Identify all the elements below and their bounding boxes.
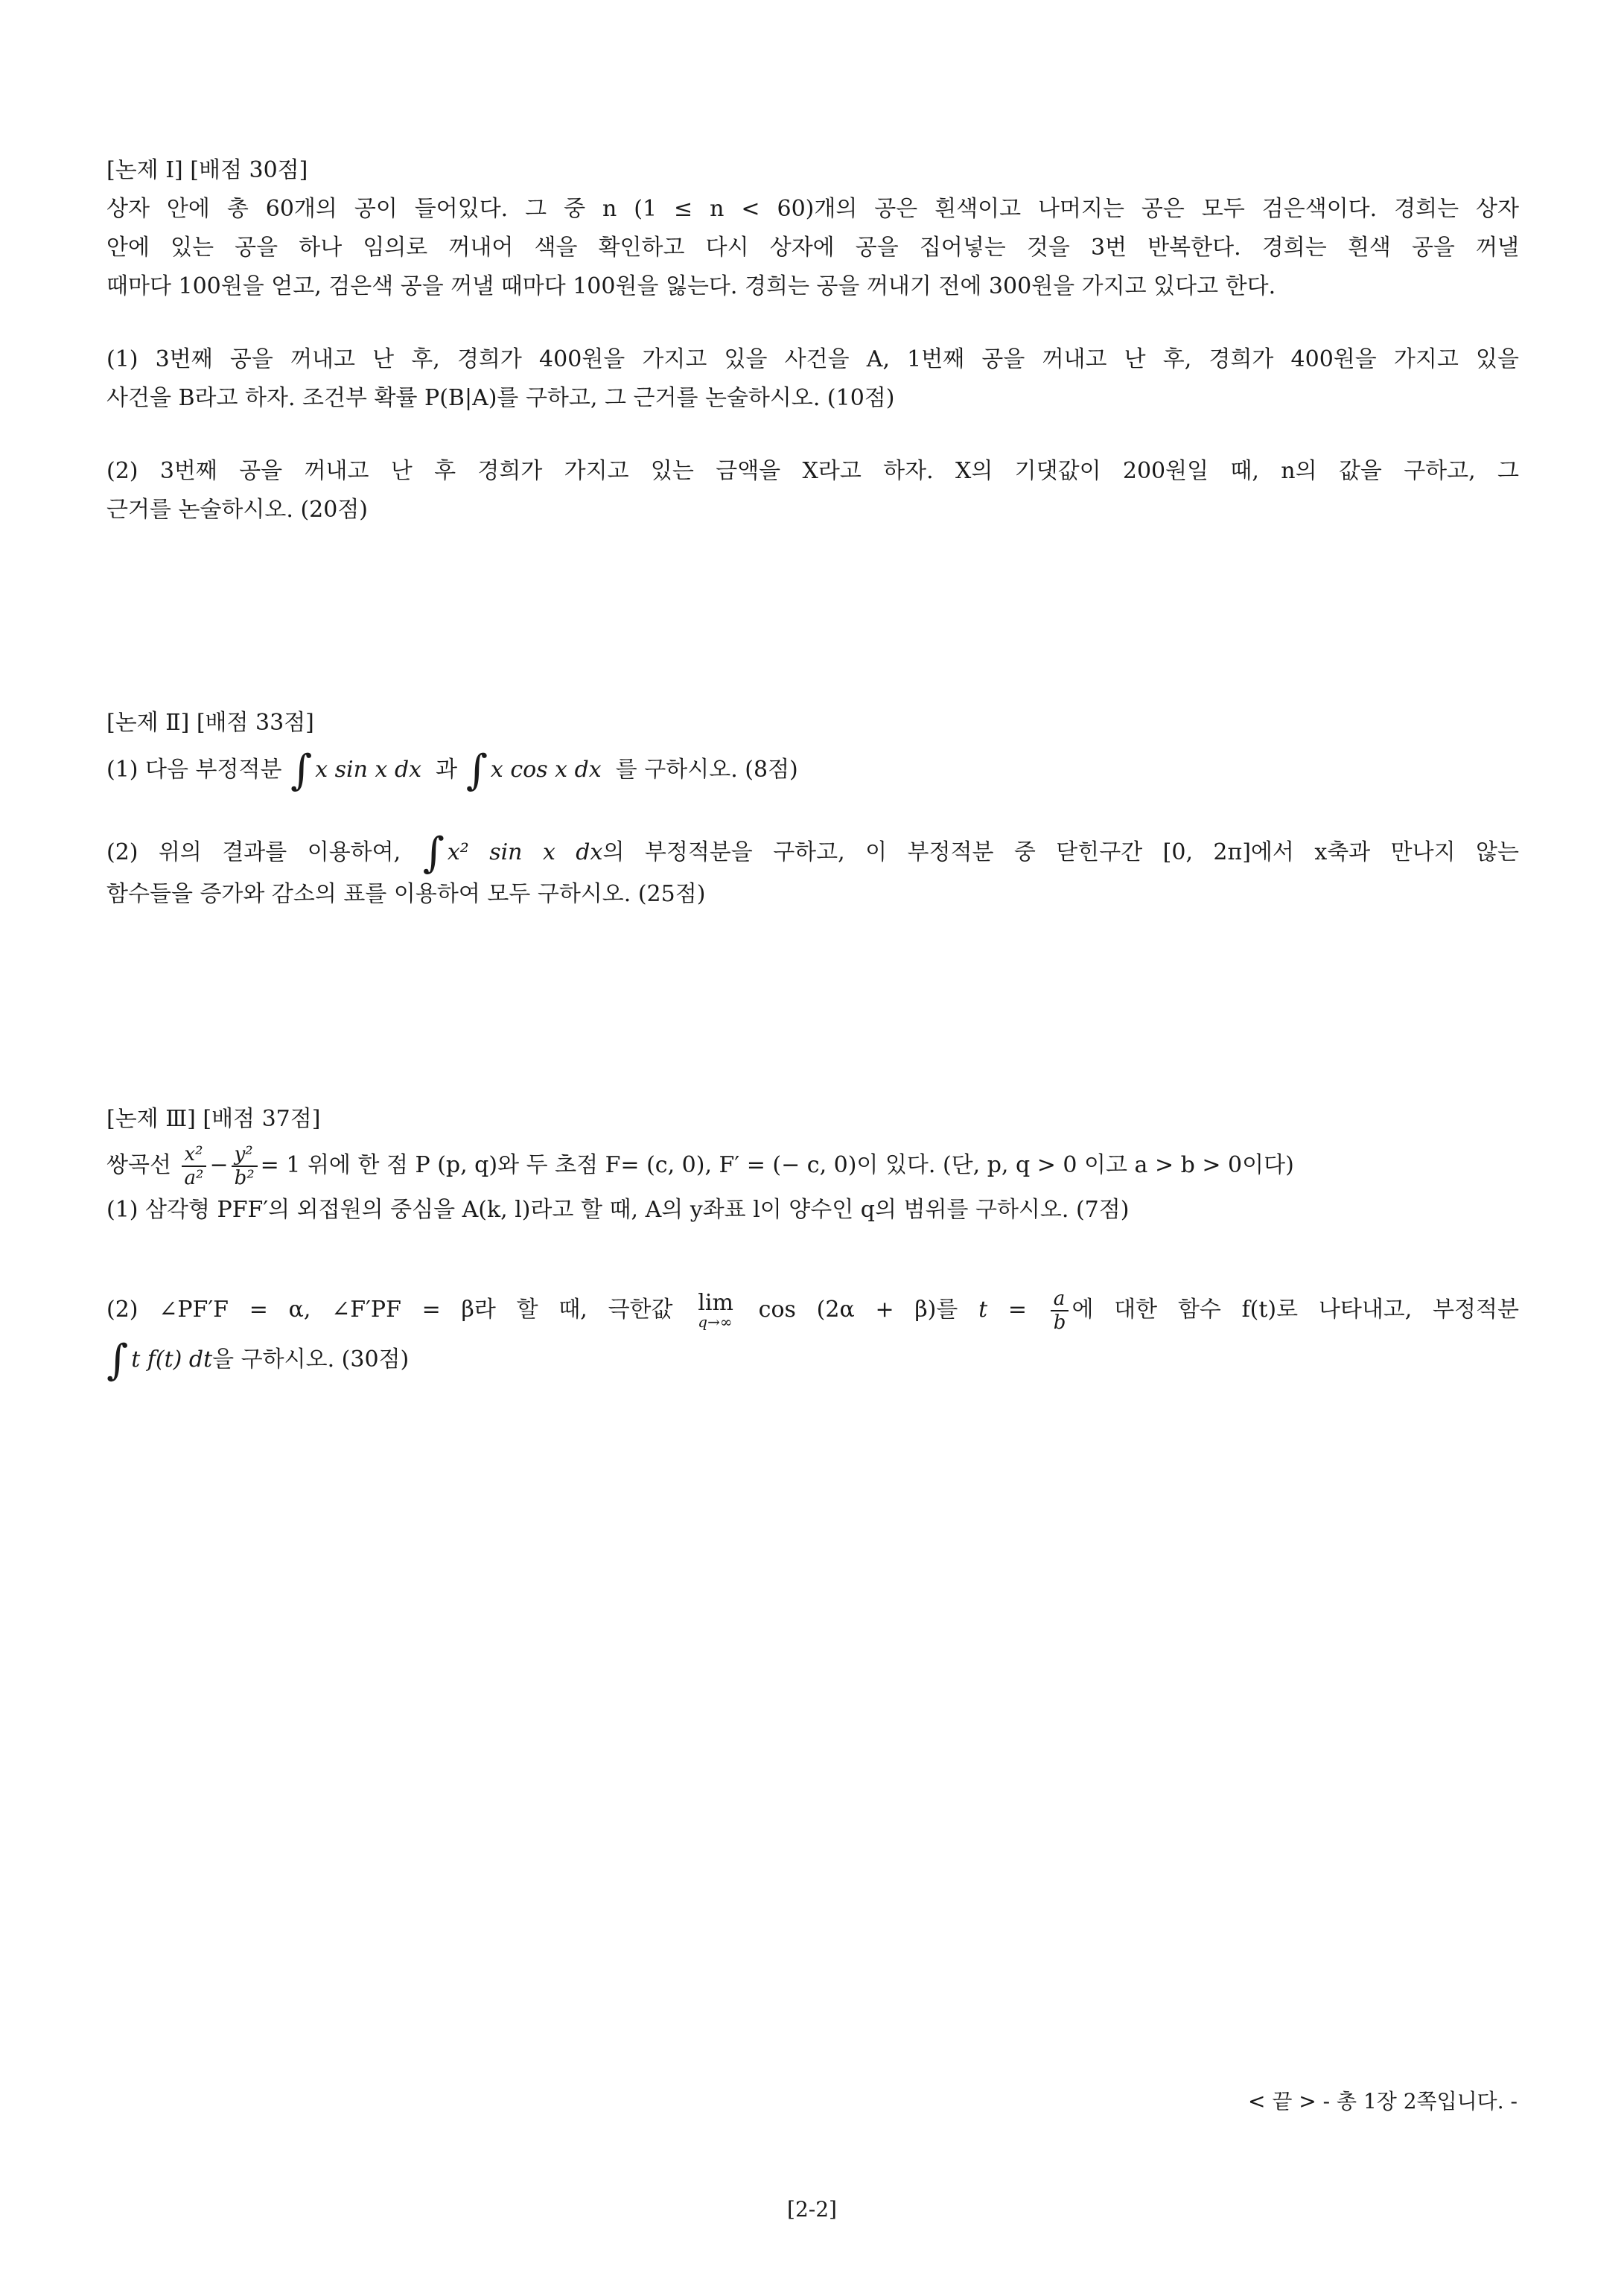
- limit-label: lim: [698, 1290, 733, 1316]
- problem-1: [106, 155, 1519, 526]
- problem-3-question-2-line2: [106, 1338, 1519, 1382]
- minus-sign: −: [209, 1152, 229, 1178]
- problem-1-intro-line: 상자 안에 총 60개의 공이 들어있다. 그 중 n (1 ≤ n < 60)개의 공은 흰색이고 나머지는 공은 모두 검은색이다. 경희는 상자: [106, 196, 1519, 222]
- fraction-a-over-b: [1051, 1288, 1069, 1334]
- problem-3-question-2: [106, 1284, 1519, 1336]
- problem-2-question-2-line2: 함수들을 증가와 감소의 표를 이용하여 모두 구하시오. (25점): [106, 881, 706, 907]
- q1-prefix: (1) 다음 부정적분: [106, 757, 282, 783]
- q2-part2: cos (2α + β)를: [758, 1297, 958, 1323]
- integral-sign: ∫: [422, 832, 445, 874]
- problem-2-question-2: [106, 832, 1519, 874]
- fraction-denominator: b: [1053, 1311, 1066, 1334]
- q1-mid: 과: [436, 757, 458, 783]
- problem-1-question-2: 근거를 논술하시오. (20점): [106, 497, 369, 523]
- problem-2: [106, 707, 1519, 910]
- problem-3-heading: [논제 Ⅲ] [배점 37점]: [106, 1106, 321, 1132]
- q2-line2-rest: 을 구하시오. (30점): [212, 1346, 410, 1373]
- fraction-x: [182, 1143, 207, 1189]
- q2-rest: 의 부정적분을 구하고, 이 부정적분 중 닫힌구간 [0, 2π]에서 x축과 만나지 않는: [602, 839, 1519, 865]
- integrand-1: x sin x dx: [315, 757, 422, 783]
- q2-part1: (2) ∠PF′F = α, ∠F′PF = β라 할 때, 극한값: [106, 1297, 673, 1323]
- problem-2-question-1: [106, 749, 1519, 792]
- problem-1-question-1: 사건을 B라고 하자. 조건부 확률 P(B|A)를 구하고, 그 근거를 논술하시오. (10점): [106, 385, 895, 411]
- fraction-denominator: a²: [184, 1167, 204, 1189]
- problem-3-hyperbola: [106, 1139, 1519, 1192]
- integral-sign: ∫: [465, 749, 488, 792]
- problem-1-heading: [논제 Ⅰ] [배점 30점]: [106, 157, 308, 183]
- end-note: < 끝 > - 총 1장 2쪽입니다. -: [1247, 2089, 1518, 2114]
- integrand-2: x cos x dx: [490, 757, 602, 783]
- fraction-denominator: b²: [234, 1167, 255, 1189]
- problem-1-intro-line: 안에 있는 공을 하나 임의로 꺼내어 색을 확인하고 다시 상자에 공을 집어넣는 것을 3번 반복한다. 경희는 흰색 공을 꺼낼: [106, 235, 1519, 261]
- fraction-y: [232, 1143, 258, 1189]
- fraction-numerator: x²: [182, 1143, 207, 1167]
- limit-operator: [698, 1292, 733, 1329]
- problem-2-heading: [논제 Ⅱ] [배점 33점]: [106, 710, 314, 736]
- fraction-numerator: y²: [232, 1143, 258, 1167]
- problem-1-question-2: (2) 3번째 공을 꺼내고 난 후 경희가 가지고 있는 금액을 X라고 하자. X의 기댓값이 200원일 때, n의 값을 구하고, 그: [106, 458, 1519, 484]
- integrand-3: x² sin x dx: [447, 839, 603, 865]
- integrand-tf: t f(t) dt: [131, 1346, 213, 1373]
- limit-subscript: q→∞: [698, 1313, 733, 1331]
- problem-1-question-1: (1) 3번째 공을 꺼내고 난 후, 경희가 400원을 가지고 있을 사건을 A, 1번째 공을 꺼내고 난 후, 경희가 400원을 가지고 있을: [106, 346, 1519, 372]
- curve-rest: = 1 위에 한 점 P (p, q)와 두 초점 F= (c, 0), F′ = (− c, 0)이 있다. (단, p, q > 0 이고 a > b > 0이다): [260, 1152, 1294, 1178]
- t-equals: t =: [978, 1297, 1028, 1323]
- fraction-numerator: a: [1051, 1288, 1069, 1311]
- integral-sign: ∫: [106, 1338, 129, 1382]
- problem-3-question-1: (1) 삼각형 PFF′의 외접원의 중심을 A(k, l)라고 할 때, A의 y좌표 l이 양수인 q의 범위를 구하시오. (7점): [106, 1197, 1130, 1223]
- integral-sign: ∫: [290, 749, 313, 792]
- problem-3: [106, 1104, 1519, 1382]
- page-number: [2-2]: [787, 2197, 837, 2222]
- curve-prefix: 쌍곡선: [106, 1152, 171, 1178]
- q2-part3: 에 대한 함수 f(t)로 나타내고, 부정적분: [1071, 1297, 1519, 1323]
- q2-prefix: (2) 위의 결과를 이용하여,: [106, 839, 401, 865]
- q1-suffix: 를 구하시오. (8점): [615, 757, 798, 783]
- problem-1-intro-line: 때마다 100원을 얻고, 검은색 공을 꺼낼 때마다 100원을 잃는다. 경희는 공을 꺼내기 전에 300원을 가지고 있다고 한다.: [106, 273, 1276, 299]
